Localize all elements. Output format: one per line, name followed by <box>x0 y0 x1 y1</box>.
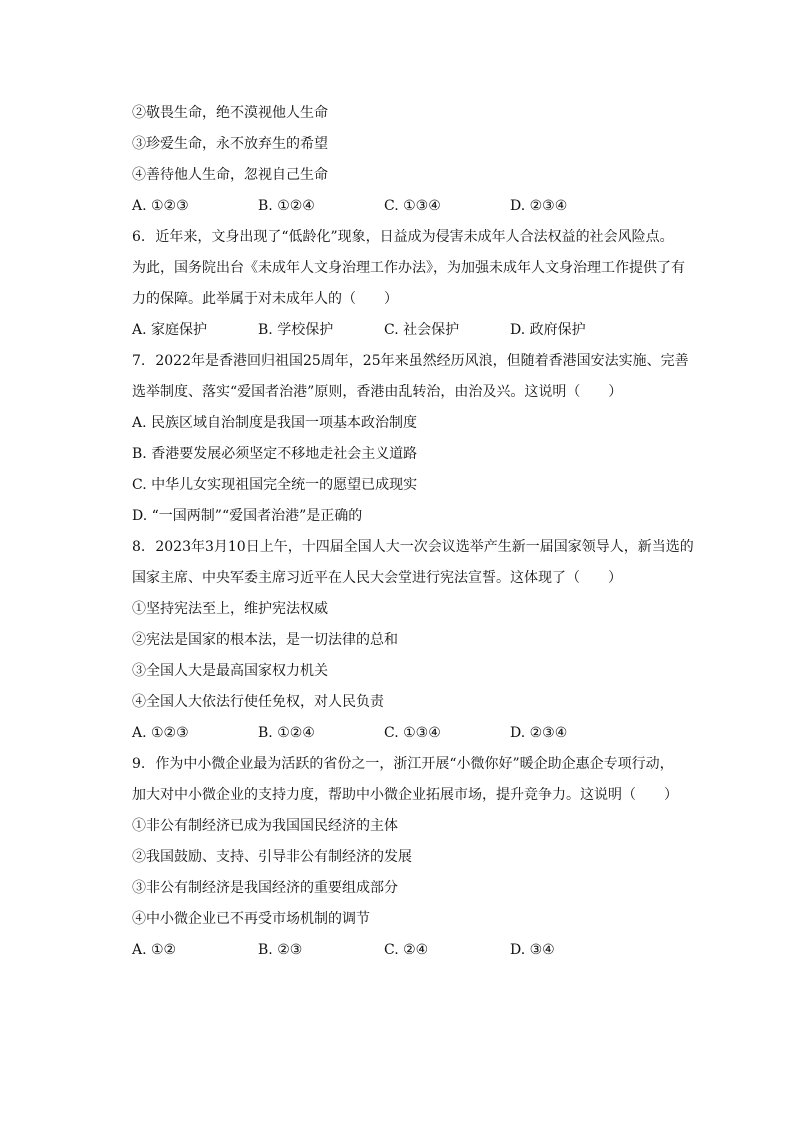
question-8 <box>132 532 694 749</box>
question-stem-line: 加大对中小微企业的支持力度，帮助中小微企业拓展市场，提升竞争力。这说明（ ） <box>132 787 678 803</box>
option-a: A. ①② <box>132 942 177 958</box>
question-stem-line <box>132 532 694 563</box>
option-a: A. ①②③ <box>132 725 189 741</box>
question-number: 8. <box>132 539 146 555</box>
statement-item: ②敬畏生命，绝不漠视他人生命 <box>132 105 328 121</box>
answer-options <box>132 315 672 346</box>
option-d: D. ②③④ <box>510 198 568 214</box>
statement-item: ④善待他人生命，忽视自己生命 <box>132 167 328 183</box>
question-stem-line: 国家主席、中央军委主席习近平在人民大会堂进行宪法宣誓。这体现了（ ） <box>132 570 622 586</box>
question-number: 6. <box>132 229 146 245</box>
answer-options <box>132 935 672 966</box>
option-a: A. ①②③ <box>132 198 189 214</box>
statement-item: ④全国人大依法行使任免权，对人民负责 <box>132 694 384 710</box>
question-stem-line: 选举制度、落实“爱国者治港”原则，香港由乱转治，由治及兴。这说明（ ） <box>132 384 623 400</box>
statement-item: ③非公有制经济是我国经济的重要组成部分 <box>132 880 398 896</box>
exam-page <box>132 98 694 966</box>
option-d: D. ③④ <box>510 942 555 958</box>
answer-options <box>132 718 672 749</box>
choice-b: B. 香港要发展必须坚定不移地走社会主义道路 <box>132 446 418 462</box>
option-b: B. ①②④ <box>258 198 315 214</box>
question-9 <box>132 749 678 966</box>
choice-d: D. “一国两制”“爱国者治港”是正确的 <box>132 508 363 524</box>
answer-options <box>132 191 672 222</box>
question-stem-line: 为此，国务院出台《未成年人文身治理工作办法》，为加强未成年人文身治理工作提供了有 <box>132 260 685 276</box>
question-number: 9. <box>132 756 146 772</box>
choice-a: A. 民族区域自治制度是我国一项基本政治制度 <box>132 415 418 431</box>
option-c: C. 社会保护 <box>384 322 460 338</box>
question-7 <box>132 346 689 532</box>
choice-c: C. 中华儿女实现祖国完全统一的愿望已成现实 <box>132 477 418 493</box>
option-a: A. 家庭保护 <box>132 322 208 338</box>
option-c: C. ②④ <box>384 942 429 958</box>
question-stem-line <box>132 346 689 377</box>
statement-item: ②我国鼓励、支持、引导非公有制经济的发展 <box>132 849 412 865</box>
question-number: 7. <box>132 353 146 369</box>
statement-item: ②宪法是国家的根本法，是一切法律的总和 <box>132 632 398 648</box>
statement-item: ①坚持宪法至上，维护宪法权威 <box>132 601 328 617</box>
question-5-tail <box>132 98 672 222</box>
option-c: C. ①③④ <box>384 725 441 741</box>
question-stem-line: 力的保障。此举属于对未成年人的（ ） <box>132 291 398 307</box>
statement-item: ③珍爱生命，永不放弃生的希望 <box>132 136 328 152</box>
question-stem-text: 近年来，文身出现了“低龄化”现象，日益成为侵害未成年人合法权益的社会风险点。 <box>155 229 674 245</box>
question-stem-text: 2023年3月10日上午，十四届全国人大一次会议选举产生新一届国家领导人，新当选的 <box>155 539 694 555</box>
option-d: D. ②③④ <box>510 725 568 741</box>
question-stem-text: 2022年是香港回归祖国25周年，25年来虽然经历风浪，但随着香港国安法实施、完善 <box>155 353 689 369</box>
option-d: D. 政府保护 <box>510 322 586 338</box>
option-c: C. ①③④ <box>384 198 441 214</box>
question-stem-text: 作为中小微企业最为活跃的省份之一，浙江开展“小微你好”暖企助企惠企专项行动， <box>155 756 674 772</box>
statement-item: ④中小微企业已不再受市场机制的调节 <box>132 911 370 927</box>
question-6 <box>132 222 685 346</box>
statement-item: ③全国人大是最高国家权力机关 <box>132 663 328 679</box>
option-b: B. 学校保护 <box>258 322 334 338</box>
question-stem-line <box>132 222 672 253</box>
question-stem-line <box>132 749 672 780</box>
option-b: B. ①②④ <box>258 725 315 741</box>
statement-item: ①非公有制经济已成为我国国民经济的主体 <box>132 818 398 834</box>
option-b: B. ②③ <box>258 942 303 958</box>
